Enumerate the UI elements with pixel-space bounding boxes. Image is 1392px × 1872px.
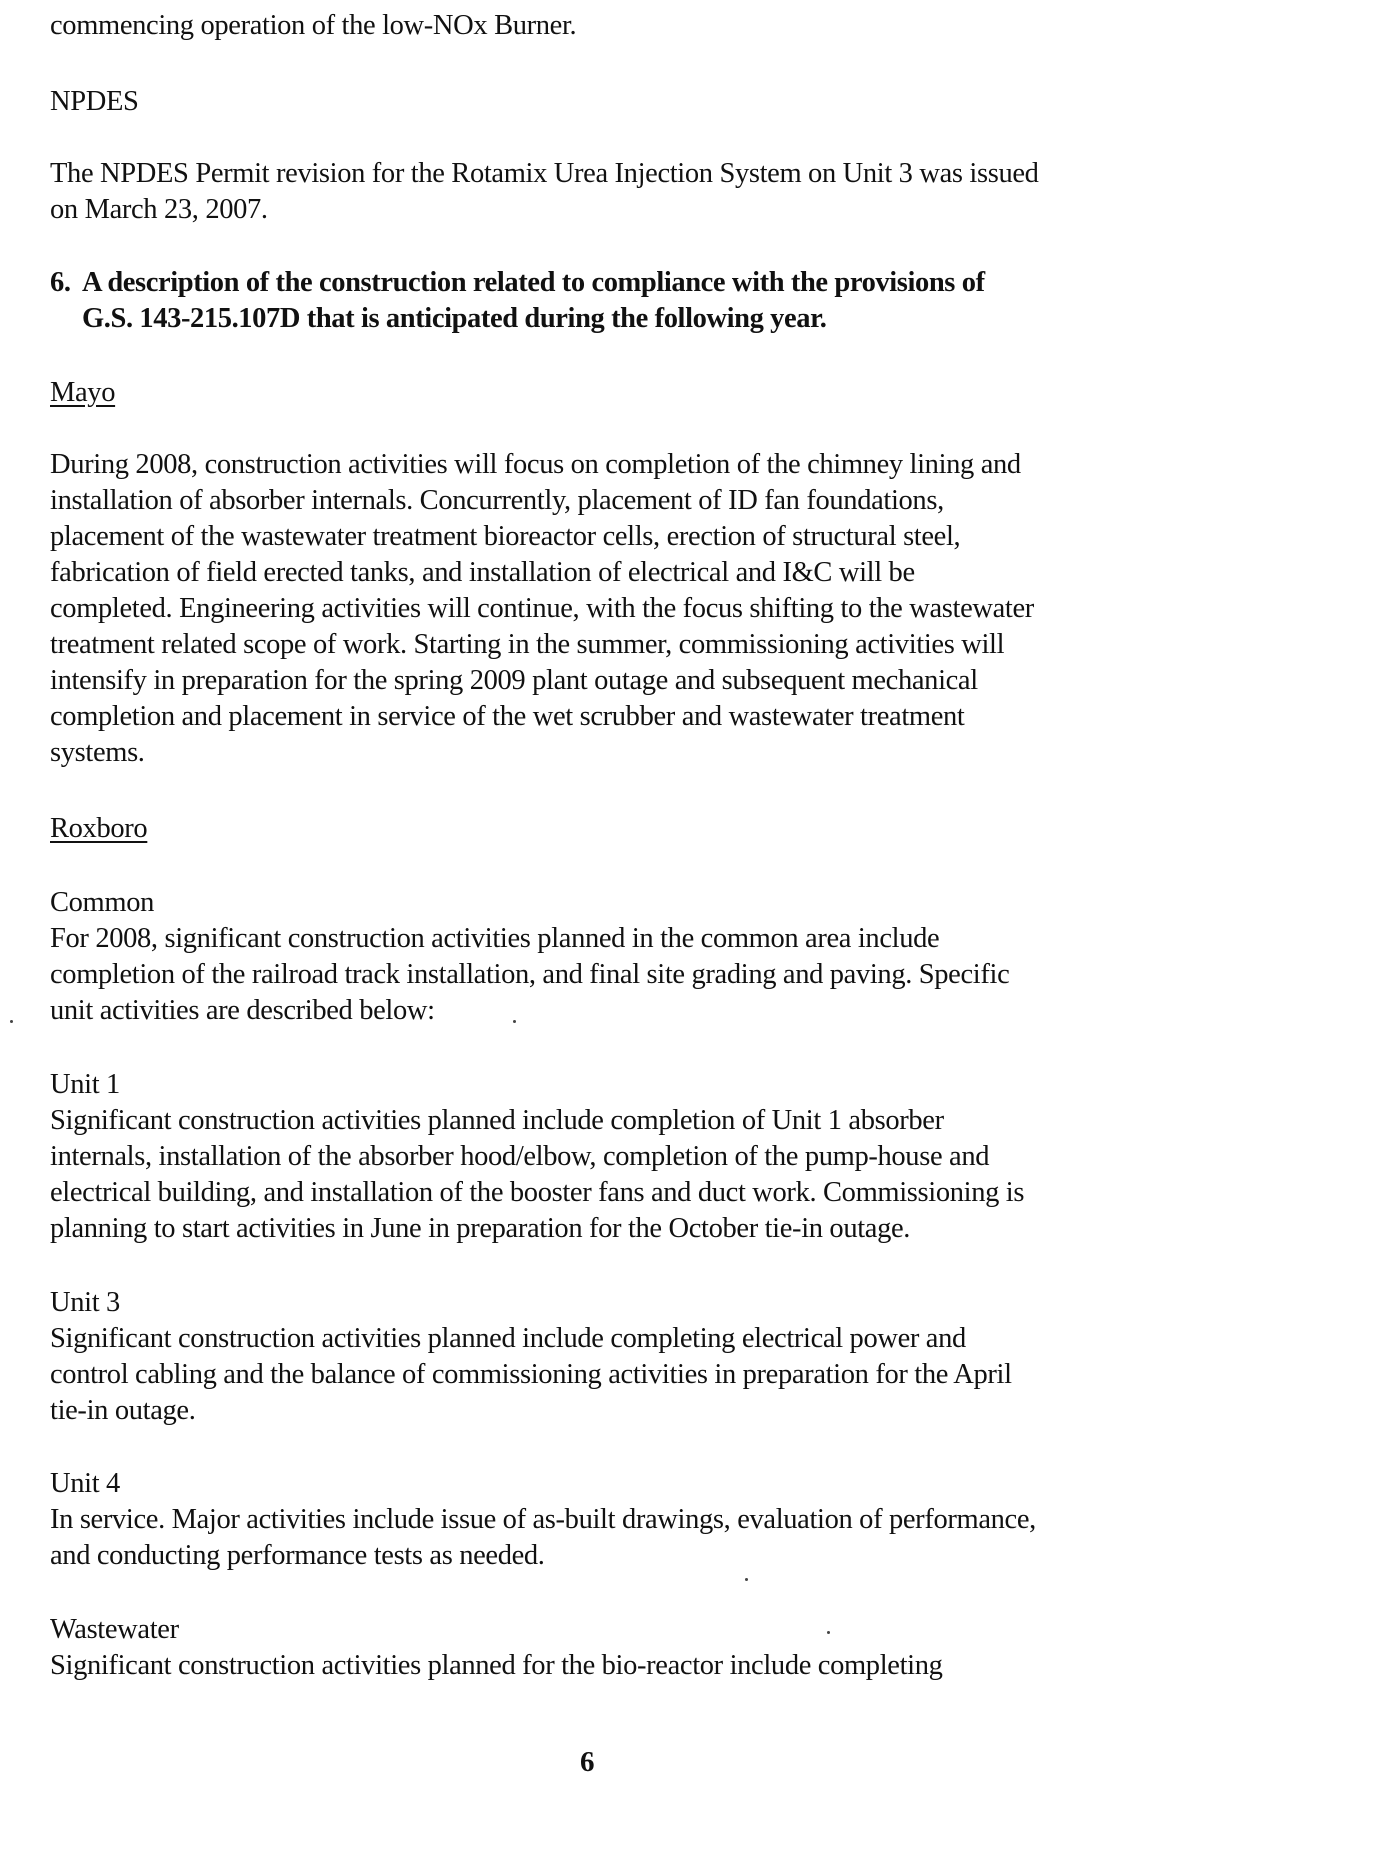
- wastewater-paragraph: [50, 1648, 1150, 1684]
- paragraph-line: treatment related scope of work. Starting in the summer, commissioning activities will: [50, 629, 1005, 660]
- common-paragraph: [50, 921, 1150, 1029]
- unit1-paragraph: [50, 1103, 1150, 1247]
- paragraph-line: installation of absorber internals. Concurrently, placement of ID fan foundations,: [50, 485, 944, 516]
- paragraph-line: electrical building, and installation of the booster fans and duct work. Commissioning is: [50, 1177, 1025, 1208]
- scan-speck: [827, 1631, 830, 1634]
- paragraph-line: The NPDES Permit revision for the Rotamix Urea Injection System on Unit 3 was issued: [50, 158, 1039, 189]
- unit4-paragraph: [50, 1502, 1150, 1574]
- paragraph-line: internals, installation of the absorber hood/elbow, completion of the pump-house and: [50, 1141, 990, 1172]
- paragraph-line: completion of the railroad track installation, and final site grading and paving. Specific: [50, 959, 1010, 990]
- paragraph-line: Significant construction activities planned include completion of Unit 1 absorber: [50, 1105, 944, 1136]
- paragraph-line: intensify in preparation for the spring 2009 plant outage and subsequent mechanical: [50, 665, 978, 696]
- paragraph-line: tie-in outage.: [50, 1395, 196, 1426]
- paragraph-line: on March 23, 2007.: [50, 194, 268, 225]
- paragraph-line: placement of the wastewater treatment bioreactor cells, erection of structural steel,: [50, 521, 961, 552]
- paragraph-line: systems.: [50, 737, 145, 768]
- paragraph-line: unit activities are described below:: [50, 995, 435, 1026]
- paragraph-line: completed. Engineering activities will continue, with the focus shifting to the wastewater: [50, 593, 1034, 624]
- paragraph-line: completion and placement in service of the wet scrubber and wastewater treatment: [50, 701, 965, 732]
- wastewater-heading: Wastewater: [50, 1614, 179, 1645]
- item-text: [82, 265, 1162, 337]
- unit4-heading: Unit 4: [50, 1468, 120, 1499]
- paragraph-line: In service. Major activities include issue of as-built drawings, evaluation of performance,: [50, 1504, 1036, 1535]
- paragraph-line: control cabling and the balance of commissioning activities in preparation for the April: [50, 1359, 1012, 1390]
- npdes-paragraph: [50, 156, 1150, 228]
- mayo-heading: Mayo: [50, 377, 116, 408]
- mayo-paragraph: [50, 447, 1150, 771]
- paragraph-line: Significant construction activities planned for the bio-reactor include completing: [50, 1650, 943, 1681]
- scan-speck: [10, 1020, 13, 1023]
- paragraph-line: For 2008, significant construction activities planned in the common area include: [50, 923, 940, 954]
- unit1-heading: Unit 1: [50, 1069, 120, 1100]
- unit3-paragraph: [50, 1321, 1150, 1429]
- common-heading: Common: [50, 887, 154, 918]
- paragraph-line: During 2008, construction activities will focus on completion of the chimney lining and: [50, 449, 1021, 480]
- scan-speck: [745, 1578, 748, 1581]
- scan-speck: [513, 1020, 516, 1023]
- paragraph-line: Significant construction activities planned include completing electrical power and: [50, 1323, 966, 1354]
- paragraph-line: planning to start activities in June in preparation for the October tie-in outage.: [50, 1213, 911, 1244]
- item-line: A description of the construction related to compliance with the provisions of: [82, 267, 985, 298]
- item-number: 6.: [50, 267, 71, 298]
- npdes-heading: NPDES: [50, 86, 139, 117]
- item-line: G.S. 143-215.107D that is anticipated during the following year.: [82, 303, 827, 334]
- roxboro-heading: Roxboro: [50, 813, 148, 844]
- continued-text-line: commencing operation of the low-NOx Burner.: [50, 10, 577, 41]
- paragraph-line: fabrication of field erected tanks, and installation of electrical and I&C will be: [50, 557, 915, 588]
- paragraph-line: and conducting performance tests as needed.: [50, 1540, 545, 1571]
- page-number: 6: [580, 1746, 595, 1778]
- unit3-heading: Unit 3: [50, 1287, 120, 1318]
